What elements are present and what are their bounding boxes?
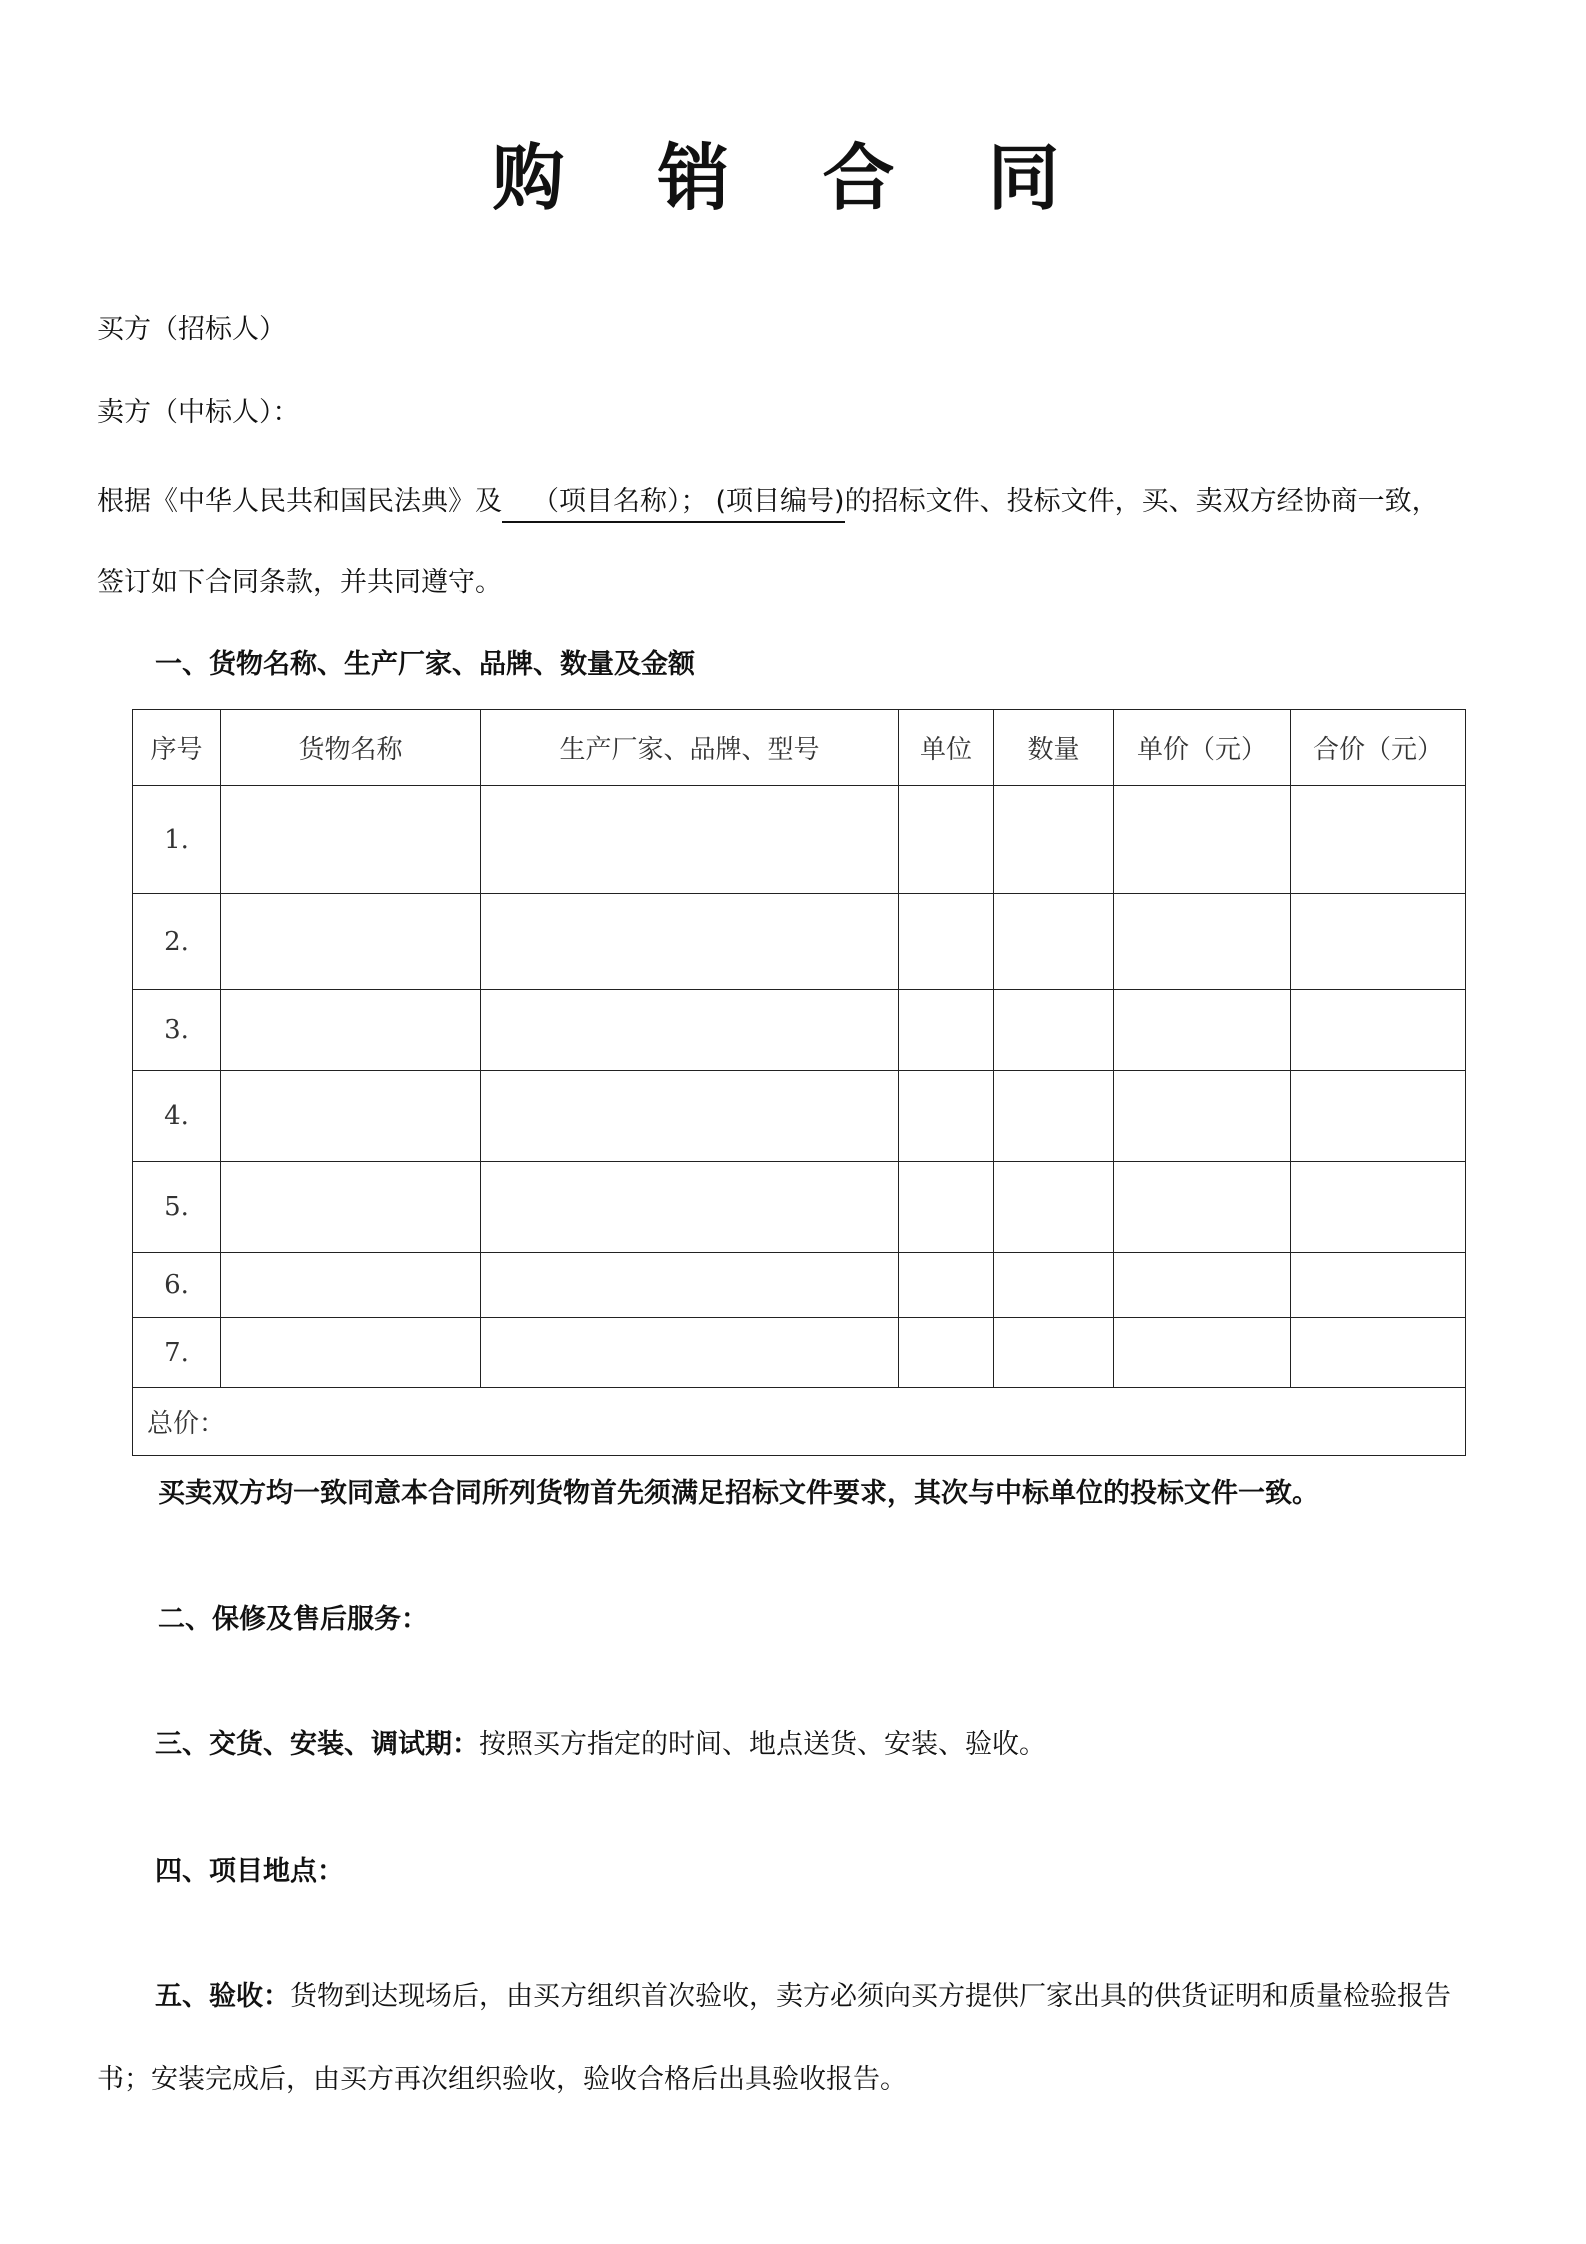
- contract-title: 购 销 合 同: [492, 136, 1094, 220]
- table-cell: [1114, 1318, 1291, 1388]
- table-cell: [899, 1071, 994, 1162]
- row-number: 2.: [133, 894, 221, 990]
- section4-heading: 四、项目地点：: [155, 1856, 344, 1887]
- table-cell: [899, 1162, 994, 1253]
- table-row: [133, 1253, 1466, 1318]
- table-cell: [994, 1071, 1114, 1162]
- column-header: 数量: [994, 710, 1114, 786]
- intro-line2: 签订如下合同条款，并共同遵守。: [97, 567, 502, 598]
- table-cell: [1114, 1071, 1291, 1162]
- intro-paragraph: [97, 482, 1439, 523]
- column-header: 生产厂家、品牌、型号: [481, 710, 899, 786]
- table-cell: [221, 1071, 481, 1162]
- section3-paragraph: [155, 1725, 1046, 1765]
- table-cell: [899, 1318, 994, 1388]
- table-cell: [994, 786, 1114, 894]
- table-cell: [1291, 1253, 1466, 1318]
- project-name-placeholder: （项目名称）；: [532, 486, 708, 517]
- table-cell: [899, 990, 994, 1071]
- section3-text: 按照买方指定的时间、地点送货、安装、验收。: [479, 1729, 1046, 1760]
- total-price-label: 总价：: [133, 1388, 1466, 1456]
- table-cell: [1291, 1318, 1466, 1388]
- table-cell: [1114, 786, 1291, 894]
- buyer-label: 买方（招标人）: [97, 314, 286, 345]
- total-row: [133, 1388, 1466, 1456]
- table-row: [133, 894, 1466, 990]
- table-header-row: [133, 710, 1466, 786]
- table-cell: [899, 786, 994, 894]
- table-cell: [1291, 1162, 1466, 1253]
- seller-label: 卖方（中标人）：: [97, 397, 300, 428]
- table-cell: [1114, 990, 1291, 1071]
- row-number: 3.: [133, 990, 221, 1071]
- table-row: [133, 990, 1466, 1071]
- table-cell: [1291, 894, 1466, 990]
- table-row: [133, 1071, 1466, 1162]
- section5-text-line2: 书；安装完成后，由买方再次组织验收，验收合格后出具验收报告。: [97, 2064, 907, 2095]
- table-cell: [994, 1162, 1114, 1253]
- table-cell: [481, 1071, 899, 1162]
- agreement-note: 买卖双方均一致同意本合同所列货物首先须满足招标文件要求，其次与中标单位的投标文件一致。: [158, 1478, 1319, 1509]
- table-cell: [1114, 1162, 1291, 1253]
- table-cell: [899, 894, 994, 990]
- table-cell: [221, 1162, 481, 1253]
- table-cell: [481, 1253, 899, 1318]
- table-cell: [221, 990, 481, 1071]
- section1-heading: 一、货物名称、生产厂家、品牌、数量及金额: [155, 649, 695, 680]
- section3-heading: 三、交货、安装、调试期：: [155, 1729, 479, 1760]
- table-cell: [221, 786, 481, 894]
- row-number: 7.: [133, 1318, 221, 1388]
- row-number: 5.: [133, 1162, 221, 1253]
- table-cell: [221, 1318, 481, 1388]
- project-number-placeholder: (项目编号): [715, 486, 845, 517]
- table-row: [133, 786, 1466, 894]
- column-header: 序号: [133, 710, 221, 786]
- section5-paragraph: [155, 1977, 1451, 2017]
- column-header: 合价（元）: [1291, 710, 1466, 786]
- section5-heading: 五、验收：: [155, 1981, 290, 2012]
- table-cell: [481, 894, 899, 990]
- table-cell: [481, 1162, 899, 1253]
- table-cell: [1291, 1071, 1466, 1162]
- section2-heading: 二、保修及售后服务：: [158, 1604, 428, 1635]
- table-cell: [994, 894, 1114, 990]
- table-cell: [994, 990, 1114, 1071]
- table-cell: [1291, 786, 1466, 894]
- table-cell: [899, 1253, 994, 1318]
- intro-prefix: 根据《中华人民共和国民法典》及: [97, 486, 502, 517]
- table-cell: [1114, 894, 1291, 990]
- intro-suffix: 的招标文件、投标文件，买、卖双方经协商一致，: [844, 486, 1439, 517]
- row-number: 4.: [133, 1071, 221, 1162]
- table-row: [133, 1318, 1466, 1388]
- table-cell: [481, 1318, 899, 1388]
- row-number: 1.: [133, 786, 221, 894]
- table-row: [133, 1162, 1466, 1253]
- table-cell: [994, 1253, 1114, 1318]
- column-header: 单价（元）: [1114, 710, 1291, 786]
- table-cell: [221, 894, 481, 990]
- section5-text: 货物到达现场后，由买方组织首次验收，卖方必须向买方提供厂家出具的供货证明和质量检验报告: [290, 1981, 1451, 2012]
- table-cell: [481, 786, 899, 894]
- row-number: 6.: [133, 1253, 221, 1318]
- project-underline: [502, 485, 845, 523]
- table-cell: [994, 1318, 1114, 1388]
- table-cell: [221, 1253, 481, 1318]
- column-header: 单位: [899, 710, 994, 786]
- column-header: 货物名称: [221, 710, 481, 786]
- goods-table: [132, 709, 1466, 1456]
- table-cell: [1291, 990, 1466, 1071]
- table-cell: [1114, 1253, 1291, 1318]
- table-cell: [481, 990, 899, 1071]
